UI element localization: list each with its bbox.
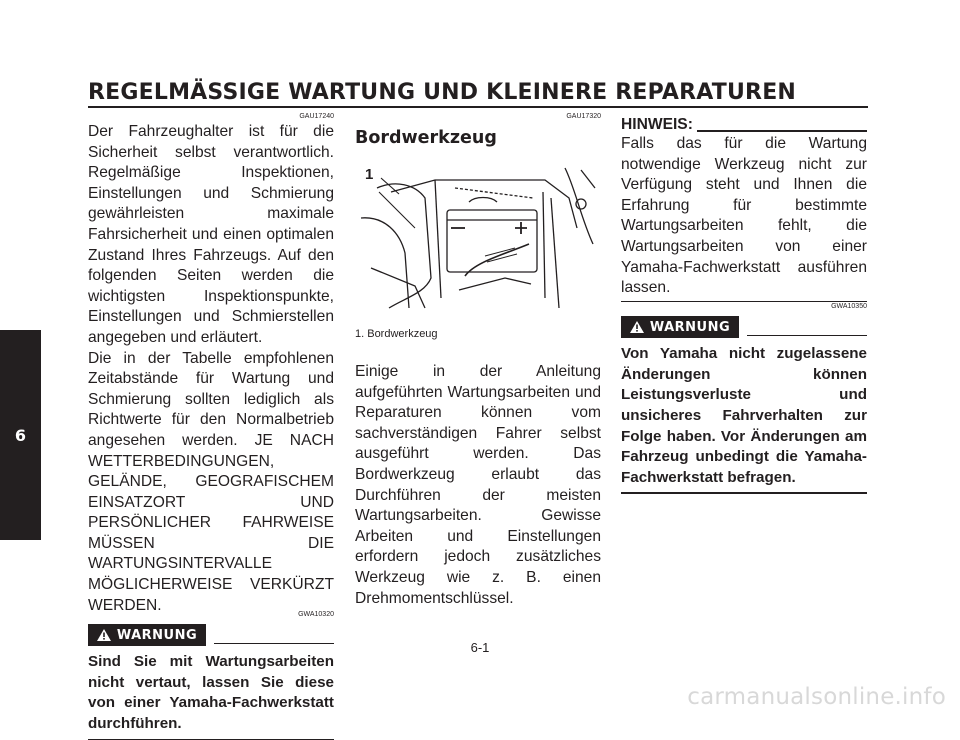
warning-label: WARNUNG bbox=[649, 319, 731, 335]
figure-caption: 1. Bordwerkzeug bbox=[355, 328, 438, 340]
watermark: carmanualsonline.info bbox=[687, 684, 946, 710]
section-heading: Bordwerkzeug bbox=[355, 128, 497, 148]
warning-text: Sind Sie mit Wartungsarbeiten nicht vertaut, lassen Sie diese von einer Yamaha-Fachwerkstatt durchführen. bbox=[88, 653, 334, 733]
section-code: GAU17320 bbox=[566, 113, 601, 120]
title-rule bbox=[88, 106, 868, 108]
toolkit-figure bbox=[355, 158, 601, 318]
page-title: REGELMÄSSIGE WARTUNG UND KLEINERE REPARATUREN bbox=[88, 80, 797, 105]
chapter-number: 6 bbox=[14, 425, 27, 445]
warning-code: GWA10320 bbox=[298, 611, 334, 619]
warning-triangle-icon bbox=[630, 321, 644, 333]
warning-text: Von Yamaha nicht zugelassene Änderungen können Leistungsverluste und unsicheres Fahrverhalten zur Folge haben. Vor Änderungen am Fahrzeug unbedingt die Yamaha-Fachwerkstatt befragen. bbox=[621, 345, 867, 486]
warning-badge bbox=[621, 316, 739, 338]
chapter-tab bbox=[0, 330, 41, 540]
warning-code: GWA10350 bbox=[831, 303, 867, 311]
note-header bbox=[621, 116, 867, 134]
warning-rule bbox=[747, 335, 867, 337]
note-rule bbox=[697, 130, 867, 132]
warning-header bbox=[621, 316, 867, 338]
intervals-paragraph: Die in der Tabelle empfohlenen Zeitabstände für Wartung und Schmierung sollten lediglich als Richtwerte für den Normalbetrieb angesehen werden. JE NACH WETTERBEDINGUNGEN, GELÄNDE, GEOGRAFISCHEM EINSATZORT UND PERSÖNLICHER FAHRWEISE MÜSSEN DIE WARTUNGSINTERVALLE MÖGLICHERWEISE VERKÜRZT WERDEN. bbox=[88, 349, 334, 614]
note-label: HINWEIS: bbox=[621, 116, 693, 133]
column-2 bbox=[355, 112, 601, 609]
section-code: GAU17240 bbox=[299, 113, 334, 120]
warning-end-rule bbox=[621, 492, 867, 494]
warning-label: WARNUNG bbox=[116, 627, 198, 643]
toolkit-illustration bbox=[355, 158, 601, 318]
note-text: Falls das für die Wartung notwendige Werkzeug nicht zur Verfügung steht und Ihnen die Erfahrung für bestimmte Wartungsarbeiten fehlt, die Wartungsarbeiten von einer Yamaha-Fachwerkstatt ausführen lassen. bbox=[621, 135, 867, 297]
intro-paragraph: Der Fahrzeughalter ist für die Sicherheit selbst verantwortlich. Regelmäßige Inspektionen, Einstellungen und Schmierung gewährleisten maximale Fahrsicherheit und einen optimalen Zustand Ihres Fahrzeugs. Auf den folgenden Seiten werden die wichtigsten Inspektionspunkte, Einstellungen und Schmierstellen angegeben und erläutert. bbox=[88, 123, 334, 346]
toolkit-paragraph: Einige in der Anleitung aufgeführten Wartungsarbeiten und Reparaturen können vom sachverständigen Fahrer selbst ausgeführt werden. Das Bordwerkzeug erlaubt das Durchführen der meisten Wartungsarbeiten. Gewisse Arbeiten und Einstellungen erfordern jedoch zusätzliches Werkzeug wie z. B. einen Drehmomentschlüssel. bbox=[355, 363, 601, 607]
figure-callout: 1 bbox=[365, 166, 374, 183]
page-number: 6-1 bbox=[470, 640, 490, 655]
column-3 bbox=[621, 116, 867, 494]
